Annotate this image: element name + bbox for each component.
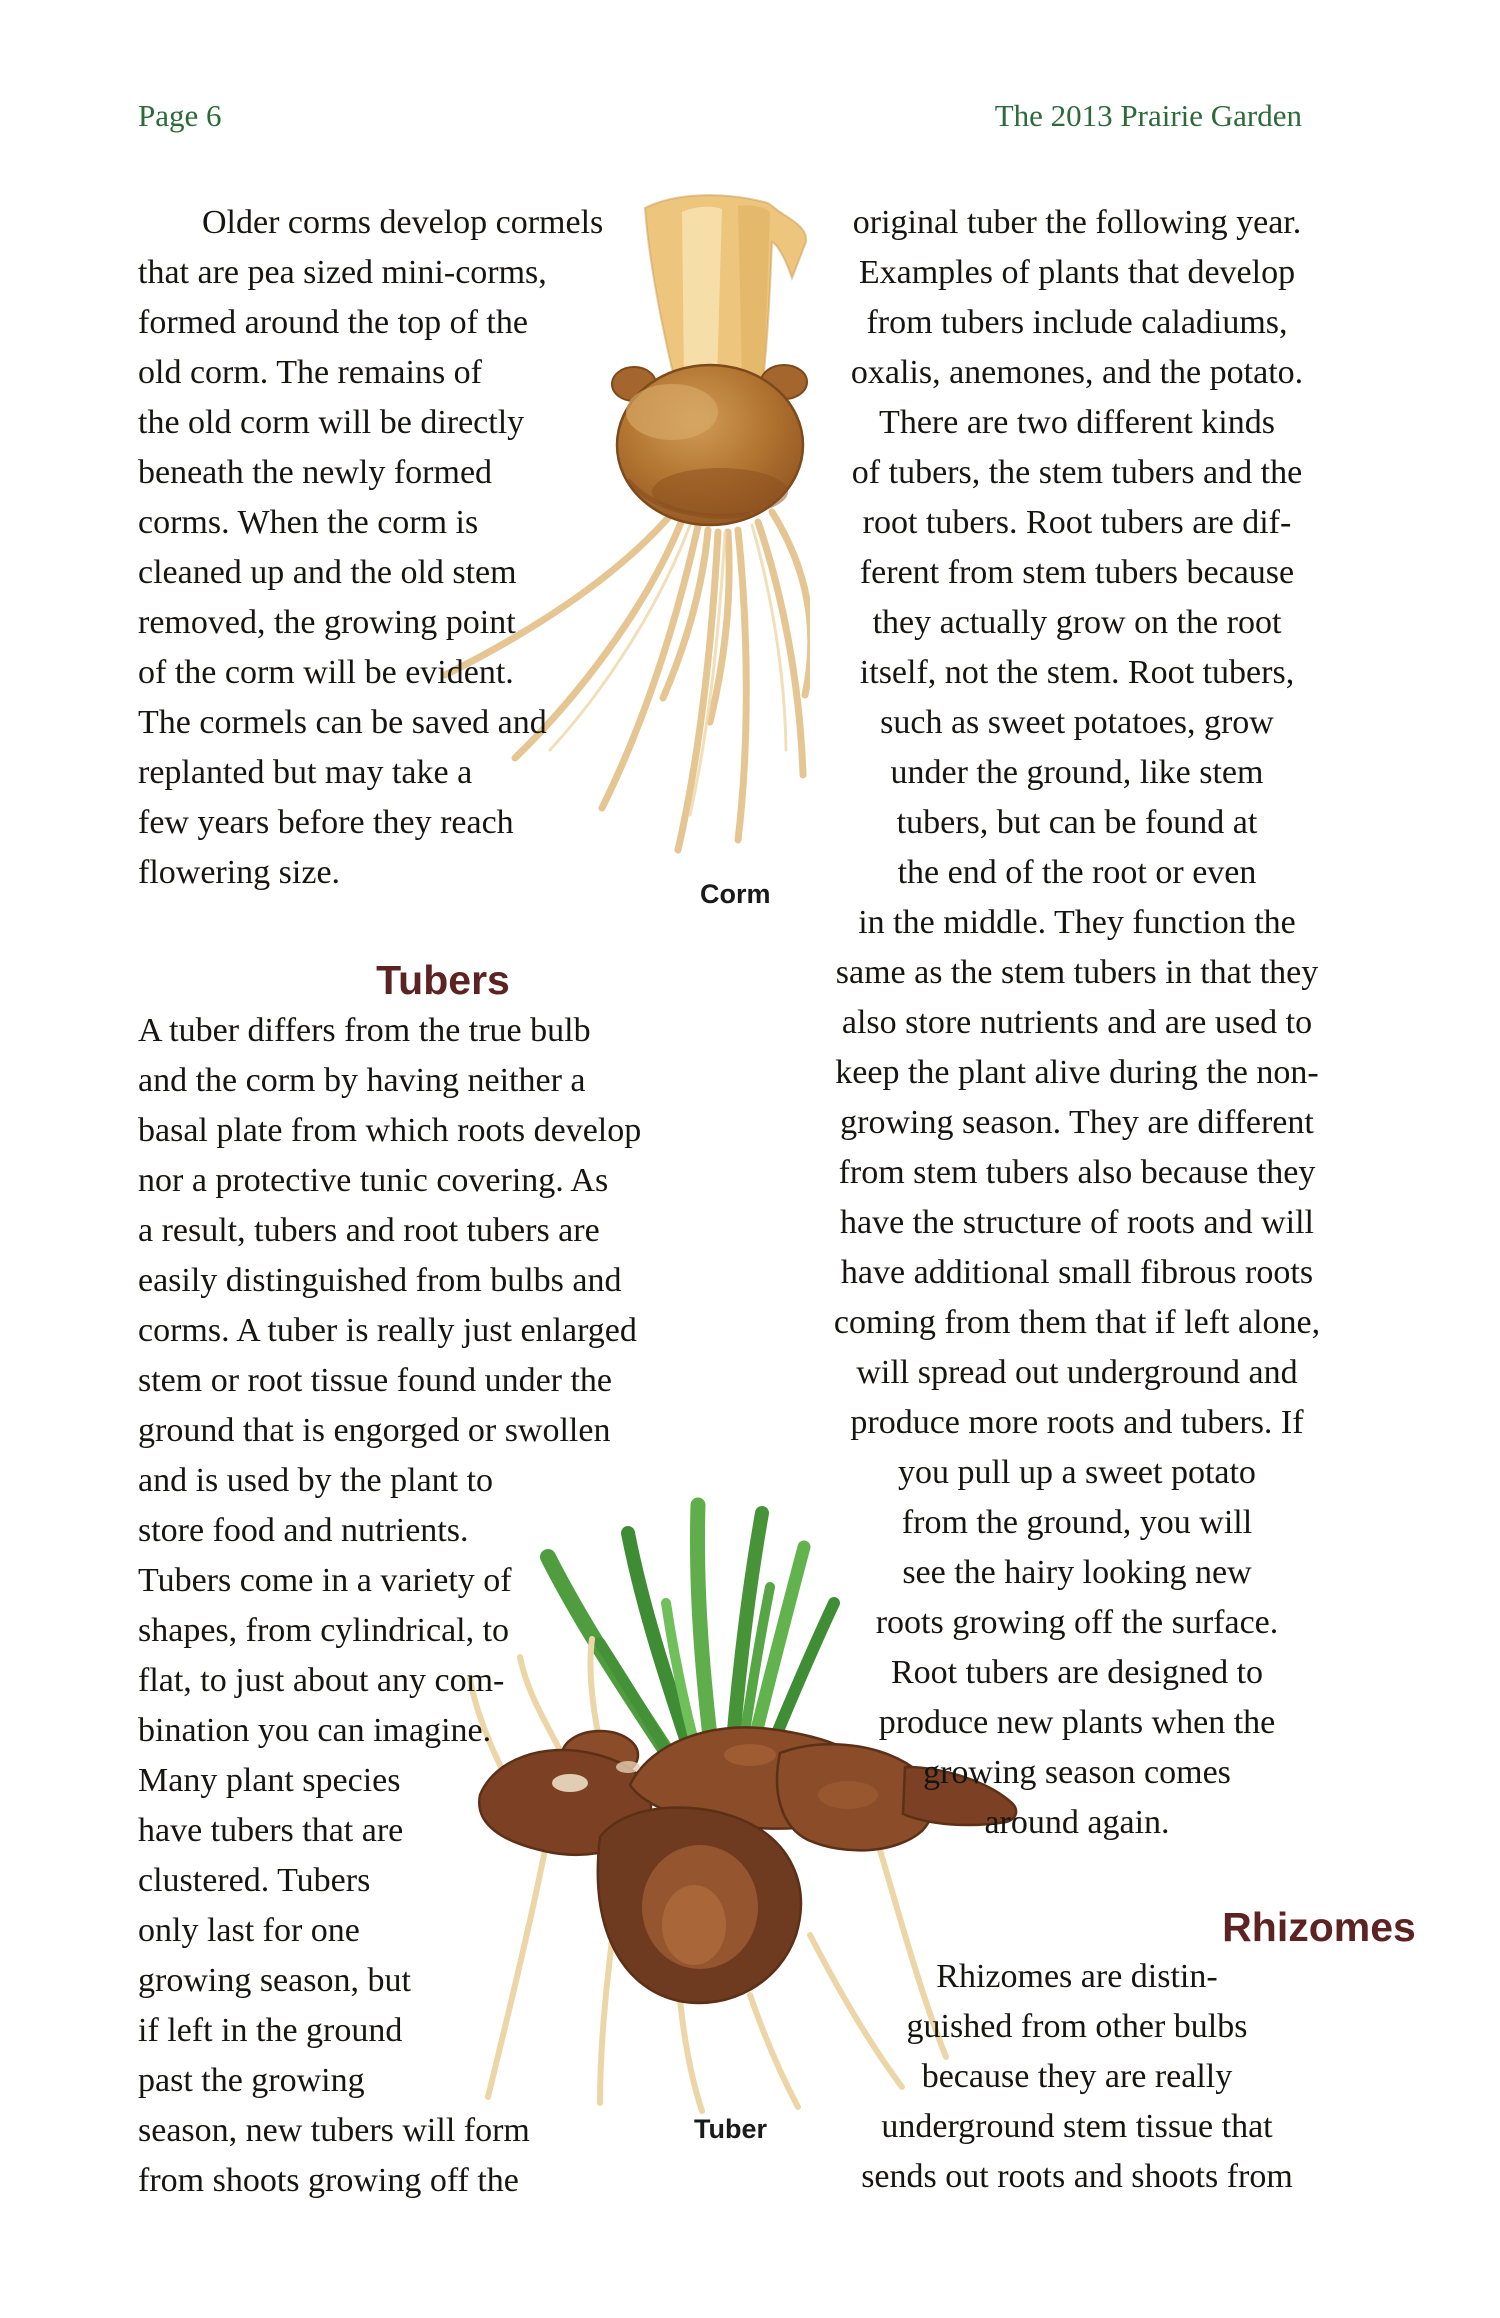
text-line: store food and nutrients. — [138, 1512, 469, 1549]
text-line: The cormels can be saved and — [138, 704, 547, 741]
text-line: season, new tubers will form — [138, 2112, 530, 2149]
text-line: tubers, but can be found at — [896, 804, 1258, 841]
text-line: removed, the growing point — [138, 604, 516, 641]
text-line: Tubers come in a variety of — [138, 1562, 512, 1599]
text-line: of tubers, the stem tubers and the — [851, 454, 1303, 491]
text-line: from the ground, you will — [901, 1504, 1253, 1541]
text-line: basal plate from which roots develop — [138, 1112, 642, 1149]
text-line: under the ground, like stem — [890, 754, 1264, 791]
tubers-section-heading: Tubers — [376, 957, 510, 1003]
text-line: roots growing off the surface. — [875, 1604, 1279, 1641]
text-line: underground stem tissue that — [881, 2108, 1273, 2145]
text-line: Root tubers are designed to — [890, 1654, 1264, 1691]
corm-caption: Corm — [700, 879, 771, 909]
text-line: stem or root tissue found under the — [138, 1362, 613, 1399]
text-line: see the hairy looking new — [902, 1554, 1252, 1591]
text-line: have tubers that are — [138, 1812, 404, 1849]
text-line: There are two different kinds — [879, 404, 1275, 441]
text-line: few years before they reach — [138, 804, 514, 841]
text-line: will spread out underground and — [856, 1354, 1298, 1391]
text-line: only last for one — [138, 1912, 360, 1949]
text-line: guished from other bulbs — [906, 2008, 1248, 2045]
text-line: in the middle. They function the — [858, 904, 1296, 941]
text-line: sends out roots and shoots from — [861, 2158, 1293, 2195]
text-line: and the corm by having neither a — [138, 1062, 586, 1099]
text-line: flat, to just about any com- — [138, 1662, 505, 1699]
text-line: the end of the root or even — [897, 854, 1257, 891]
text-line: and is used by the plant to — [138, 1462, 494, 1499]
text-line: cleaned up and the old stem — [138, 554, 517, 591]
text-line: that are pea sized mini-corms, — [138, 254, 547, 291]
text-line: clustered. Tubers — [138, 1862, 371, 1899]
text-line: from shoots growing off the — [138, 2162, 519, 2199]
text-line: also store nutrients and are used to — [841, 1004, 1313, 1041]
text-line: oxalis, anemones, and the potato. — [850, 354, 1304, 391]
page-number: Page 6 — [138, 98, 222, 133]
text-line: because they are really — [921, 2058, 1233, 2095]
text-line: bination you can imagine. — [138, 1712, 492, 1749]
left-column-paragraph-2 — [138, 1006, 708, 2206]
text-line: same as the stem tubers in that they — [835, 954, 1319, 991]
text-line: past the growing — [138, 2062, 365, 2099]
text-line: you pull up a sweet potato — [898, 1454, 1256, 1491]
text-line: nor a protective tunic covering. As — [138, 1162, 609, 1199]
text-line: formed around the top of the — [138, 304, 528, 341]
text-line: Older corms develop cormels — [202, 204, 604, 241]
text-line: produce more roots and tubers. If — [850, 1404, 1304, 1441]
text-line: a result, tubers and root tubers are — [138, 1212, 600, 1249]
text-line: from tubers include caladiums, — [866, 304, 1288, 341]
text-line: produce new plants when the — [878, 1704, 1276, 1741]
text-line: growing season, but — [138, 1962, 411, 1999]
text-line: replanted but may take a — [138, 754, 473, 791]
text-line: if left in the ground — [138, 2012, 403, 2049]
rhizomes-section-heading: Rhizomes — [1222, 1904, 1416, 1950]
text-line: around again. — [984, 1804, 1170, 1841]
text-line: Many plant species — [138, 1762, 401, 1799]
text-line: have the structure of roots and will — [840, 1204, 1314, 1241]
right-column-paragraph-1 — [752, 198, 1402, 1848]
text-line: Rhizomes are distin- — [936, 1958, 1218, 1995]
text-line: corms. A tuber is really just enlarged — [138, 1312, 637, 1349]
text-line: from stem tubers also because they — [838, 1154, 1316, 1191]
publication-title: The 2013 Prairie Garden — [994, 98, 1302, 133]
text-line: coming from them that if left alone, — [833, 1304, 1321, 1341]
right-column-paragraph-2 — [752, 1952, 1402, 2202]
text-line: original tuber the following year. — [852, 204, 1302, 241]
text-line: keep the plant alive during the non- — [835, 1054, 1319, 1091]
text-line: old corm. The remains of — [138, 354, 483, 391]
text-line: ferent from stem tubers because — [859, 554, 1295, 591]
text-line: have additional small fibrous roots — [840, 1254, 1314, 1291]
text-line: corms. When the corm is — [138, 504, 479, 541]
text-line: the old corm will be directly — [138, 404, 525, 441]
text-line: growing season comes — [923, 1754, 1231, 1791]
text-line: ground that is engorged or swollen — [138, 1412, 611, 1449]
text-line: shapes, from cylindrical, to — [138, 1612, 510, 1649]
text-line: of the corm will be evident. — [138, 654, 514, 691]
tuber-caption: Tuber — [694, 2114, 767, 2144]
text-line: they actually grow on the root — [872, 604, 1282, 641]
text-line: beneath the newly formed — [138, 454, 493, 491]
text-line: A tuber differs from the true bulb — [138, 1012, 591, 1049]
text-line: Examples of plants that develop — [858, 254, 1296, 291]
text-line: root tubers. Root tubers are dif- — [862, 504, 1292, 541]
left-column-paragraph-1 — [138, 198, 708, 898]
text-line: such as sweet potatoes, grow — [880, 704, 1274, 741]
text-line: growing season. They are different — [840, 1104, 1314, 1141]
text-line: itself, not the stem. Root tubers, — [859, 654, 1295, 691]
text-line: flowering size. — [138, 854, 341, 891]
text-line: easily distinguished from bulbs and — [138, 1262, 622, 1299]
